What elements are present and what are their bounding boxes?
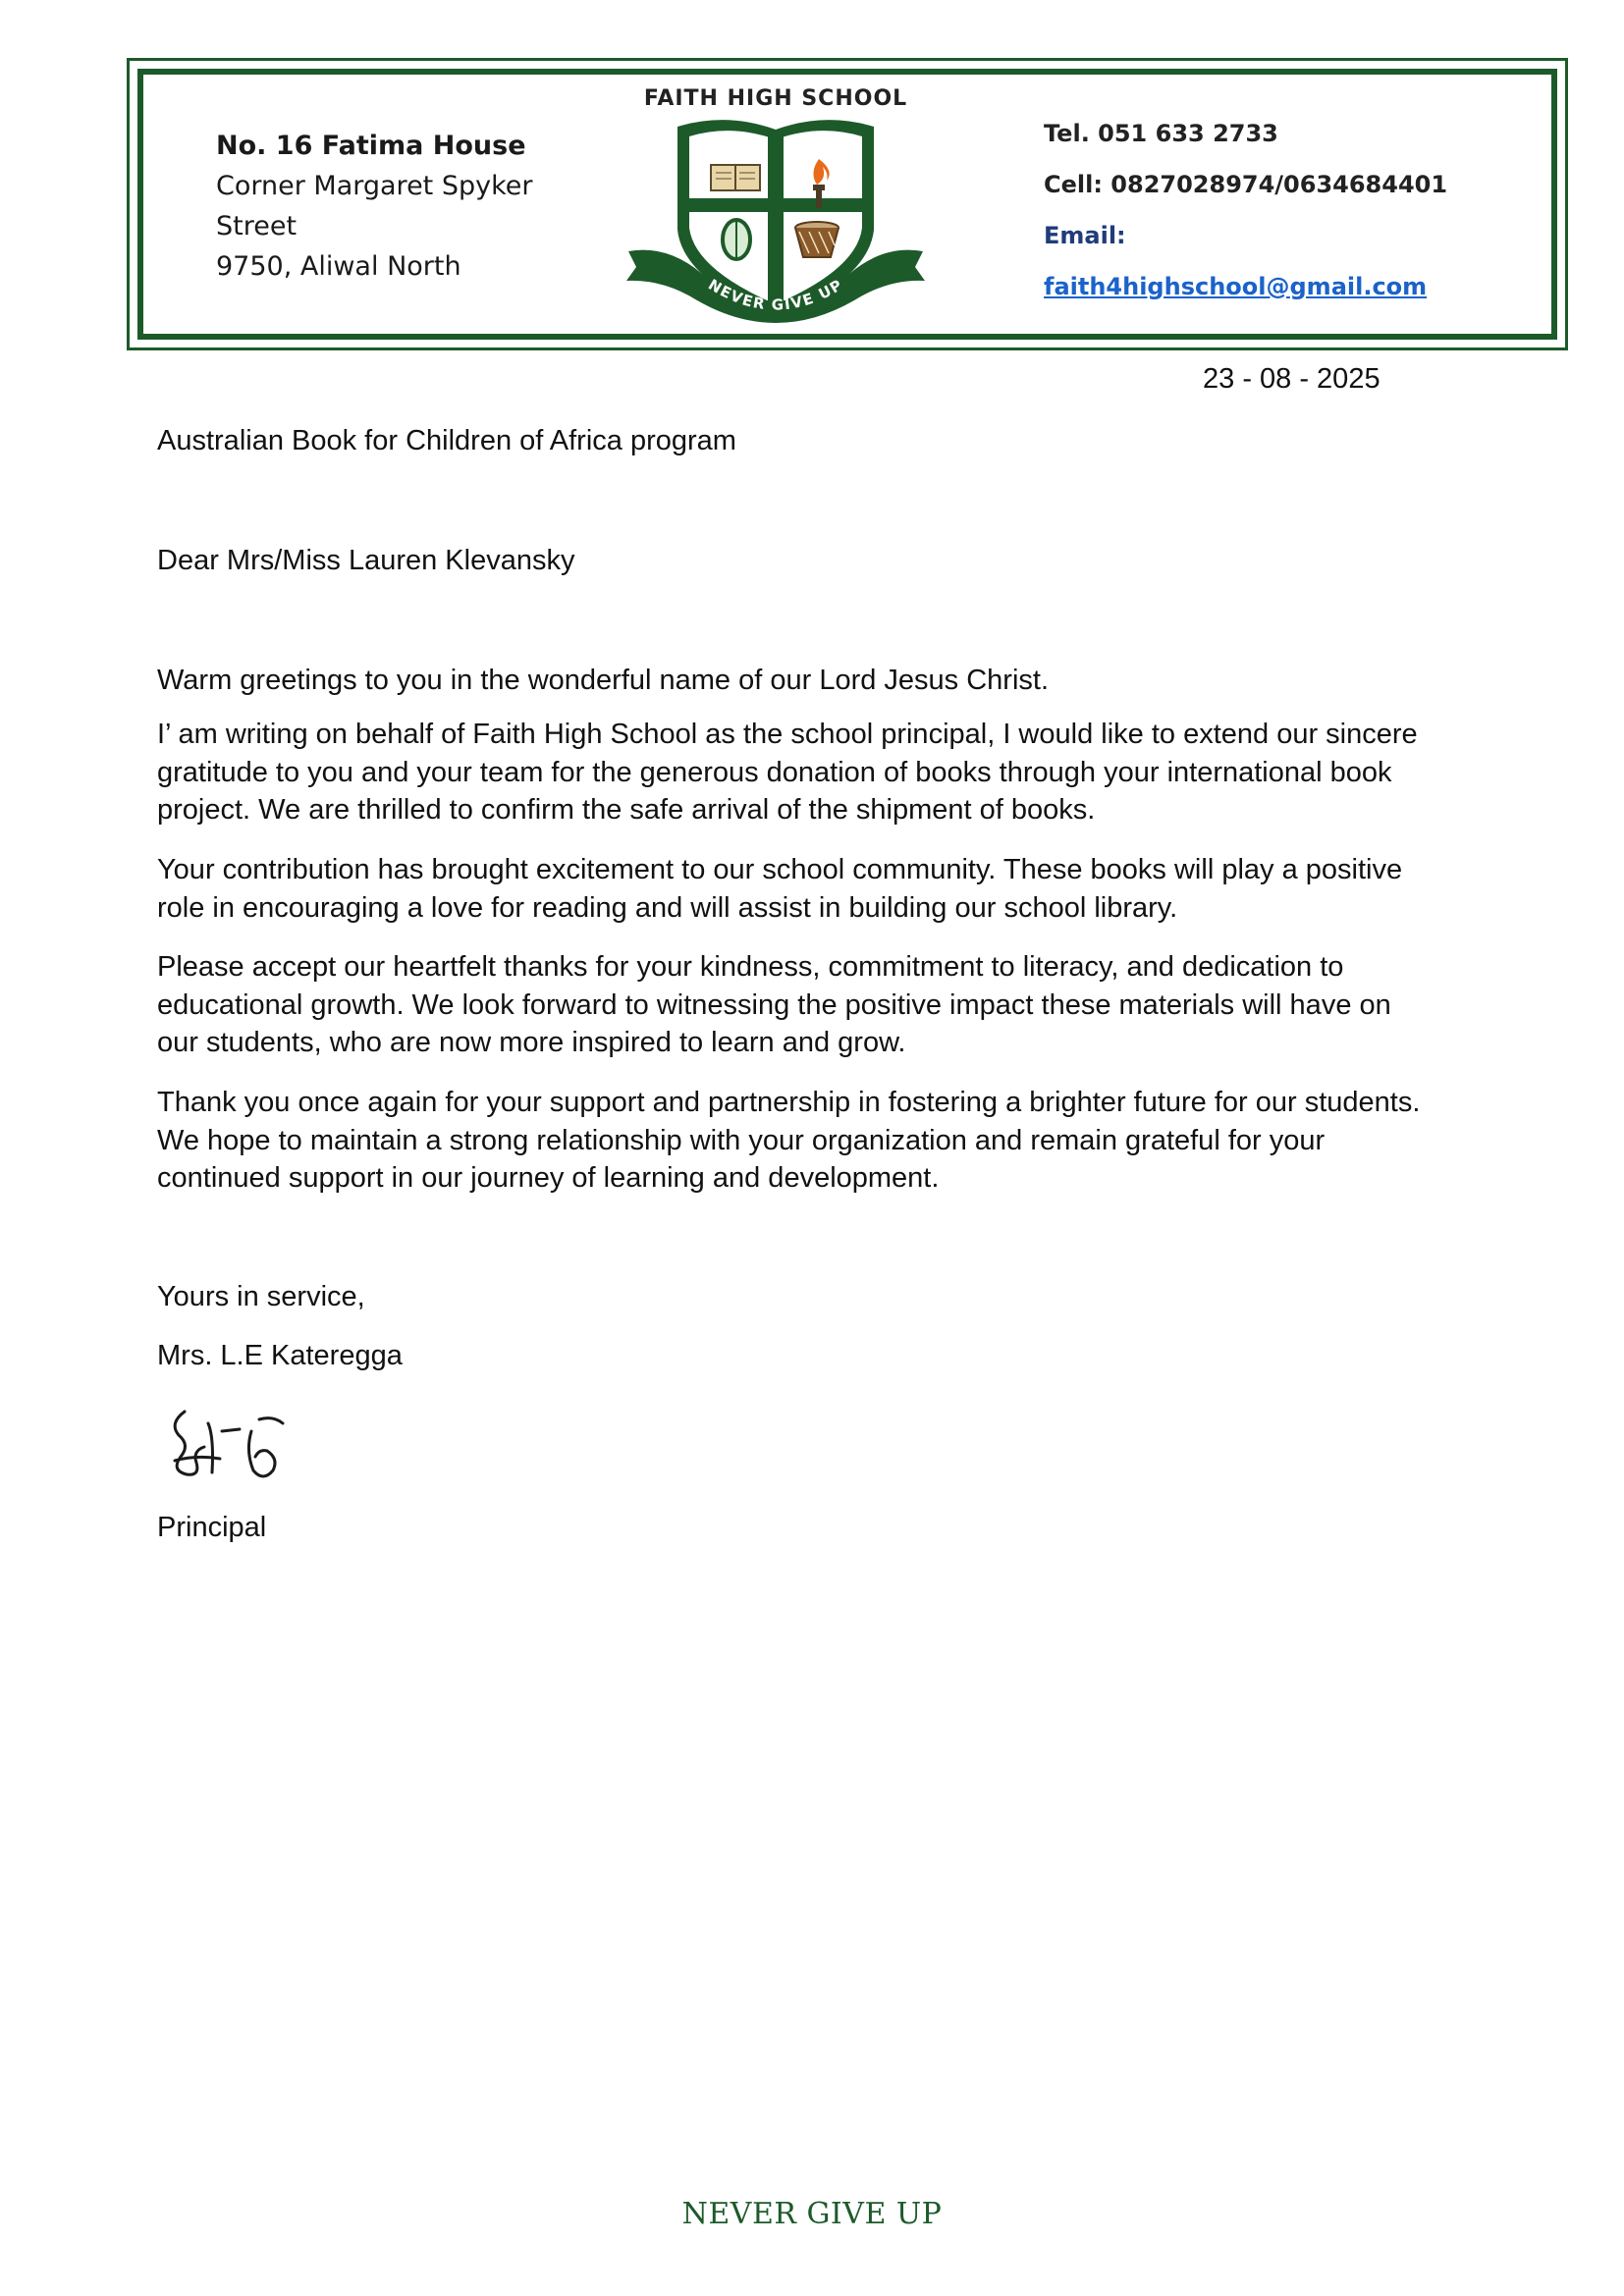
letter-subject: Australian Book for Children of Africa program: [157, 425, 736, 456]
address-line-2: Corner Margaret Spyker: [216, 171, 533, 201]
contact-tel: Tel. 051 633 2733: [1044, 120, 1278, 147]
crest-ribbon-text: [609, 82, 943, 328]
contact-email-link[interactable]: faith4highschool@gmail.com: [1044, 273, 1428, 300]
letter-date: 23 - 08 - 2025: [1203, 363, 1380, 395]
letter-paragraph-4: Please accept our heartfelt thanks for your kindness, commitment to literacy, and dedication to educational growth. We look forward to witnessing the positive impact these materials will have on our students, who are now more inspired to learn and grow.: [157, 951, 1391, 1058]
crest-motto: NEVER GIVE UP: [705, 275, 846, 314]
signer-role: Principal: [157, 1512, 267, 1543]
address-line-3: Street: [216, 211, 298, 241]
letter-paragraph-2: I’ am writing on behalf of Faith High School as the school principal, I would like to extend our sincere gratitude to you and your team for the generous donation of books through your international book project. We are thrilled to confirm the safe arrival of the shipment of books.: [157, 719, 1418, 826]
school-address: [216, 126, 532, 287]
school-name: FAITH HIGH SCHOOL: [643, 86, 908, 111]
address-line-1: No. 16 Fatima House: [216, 131, 526, 161]
school-crest: [609, 82, 943, 328]
letter-paragraph-1: Warm greetings to you in the wonderful name of our Lord Jesus Christ.: [157, 665, 1050, 696]
contact-email-label: Email:: [1044, 222, 1126, 249]
svg-text:NEVER GIVE UP: [705, 276, 846, 314]
contact-cell: Cell: 0827028974/0634684401: [1044, 171, 1448, 198]
address-line-4: 9750, Aliwal North: [216, 251, 461, 282]
footer-motto: NEVER GIVE UP: [681, 2197, 943, 2231]
signer-name: Mrs. L.E Kateregga: [157, 1340, 403, 1371]
letter-paragraph-5: Thank you once again for your support and partnership in fostering a brighter future for our students. We hope to maintain a strong relationship with your organization and remain grateful for your continued support in our journey of learning and development.: [157, 1087, 1421, 1194]
letter-paragraph-3: Your contribution has brought excitement to our school community. These books will play a positive role in encouraging a love for reading and will assist in building our school library.: [157, 854, 1403, 924]
handwritten-signature: [157, 1402, 304, 1490]
letter-closing: Yours in service,: [157, 1281, 365, 1312]
letter-salutation: Dear Mrs/Miss Lauren Klevansky: [157, 545, 575, 576]
